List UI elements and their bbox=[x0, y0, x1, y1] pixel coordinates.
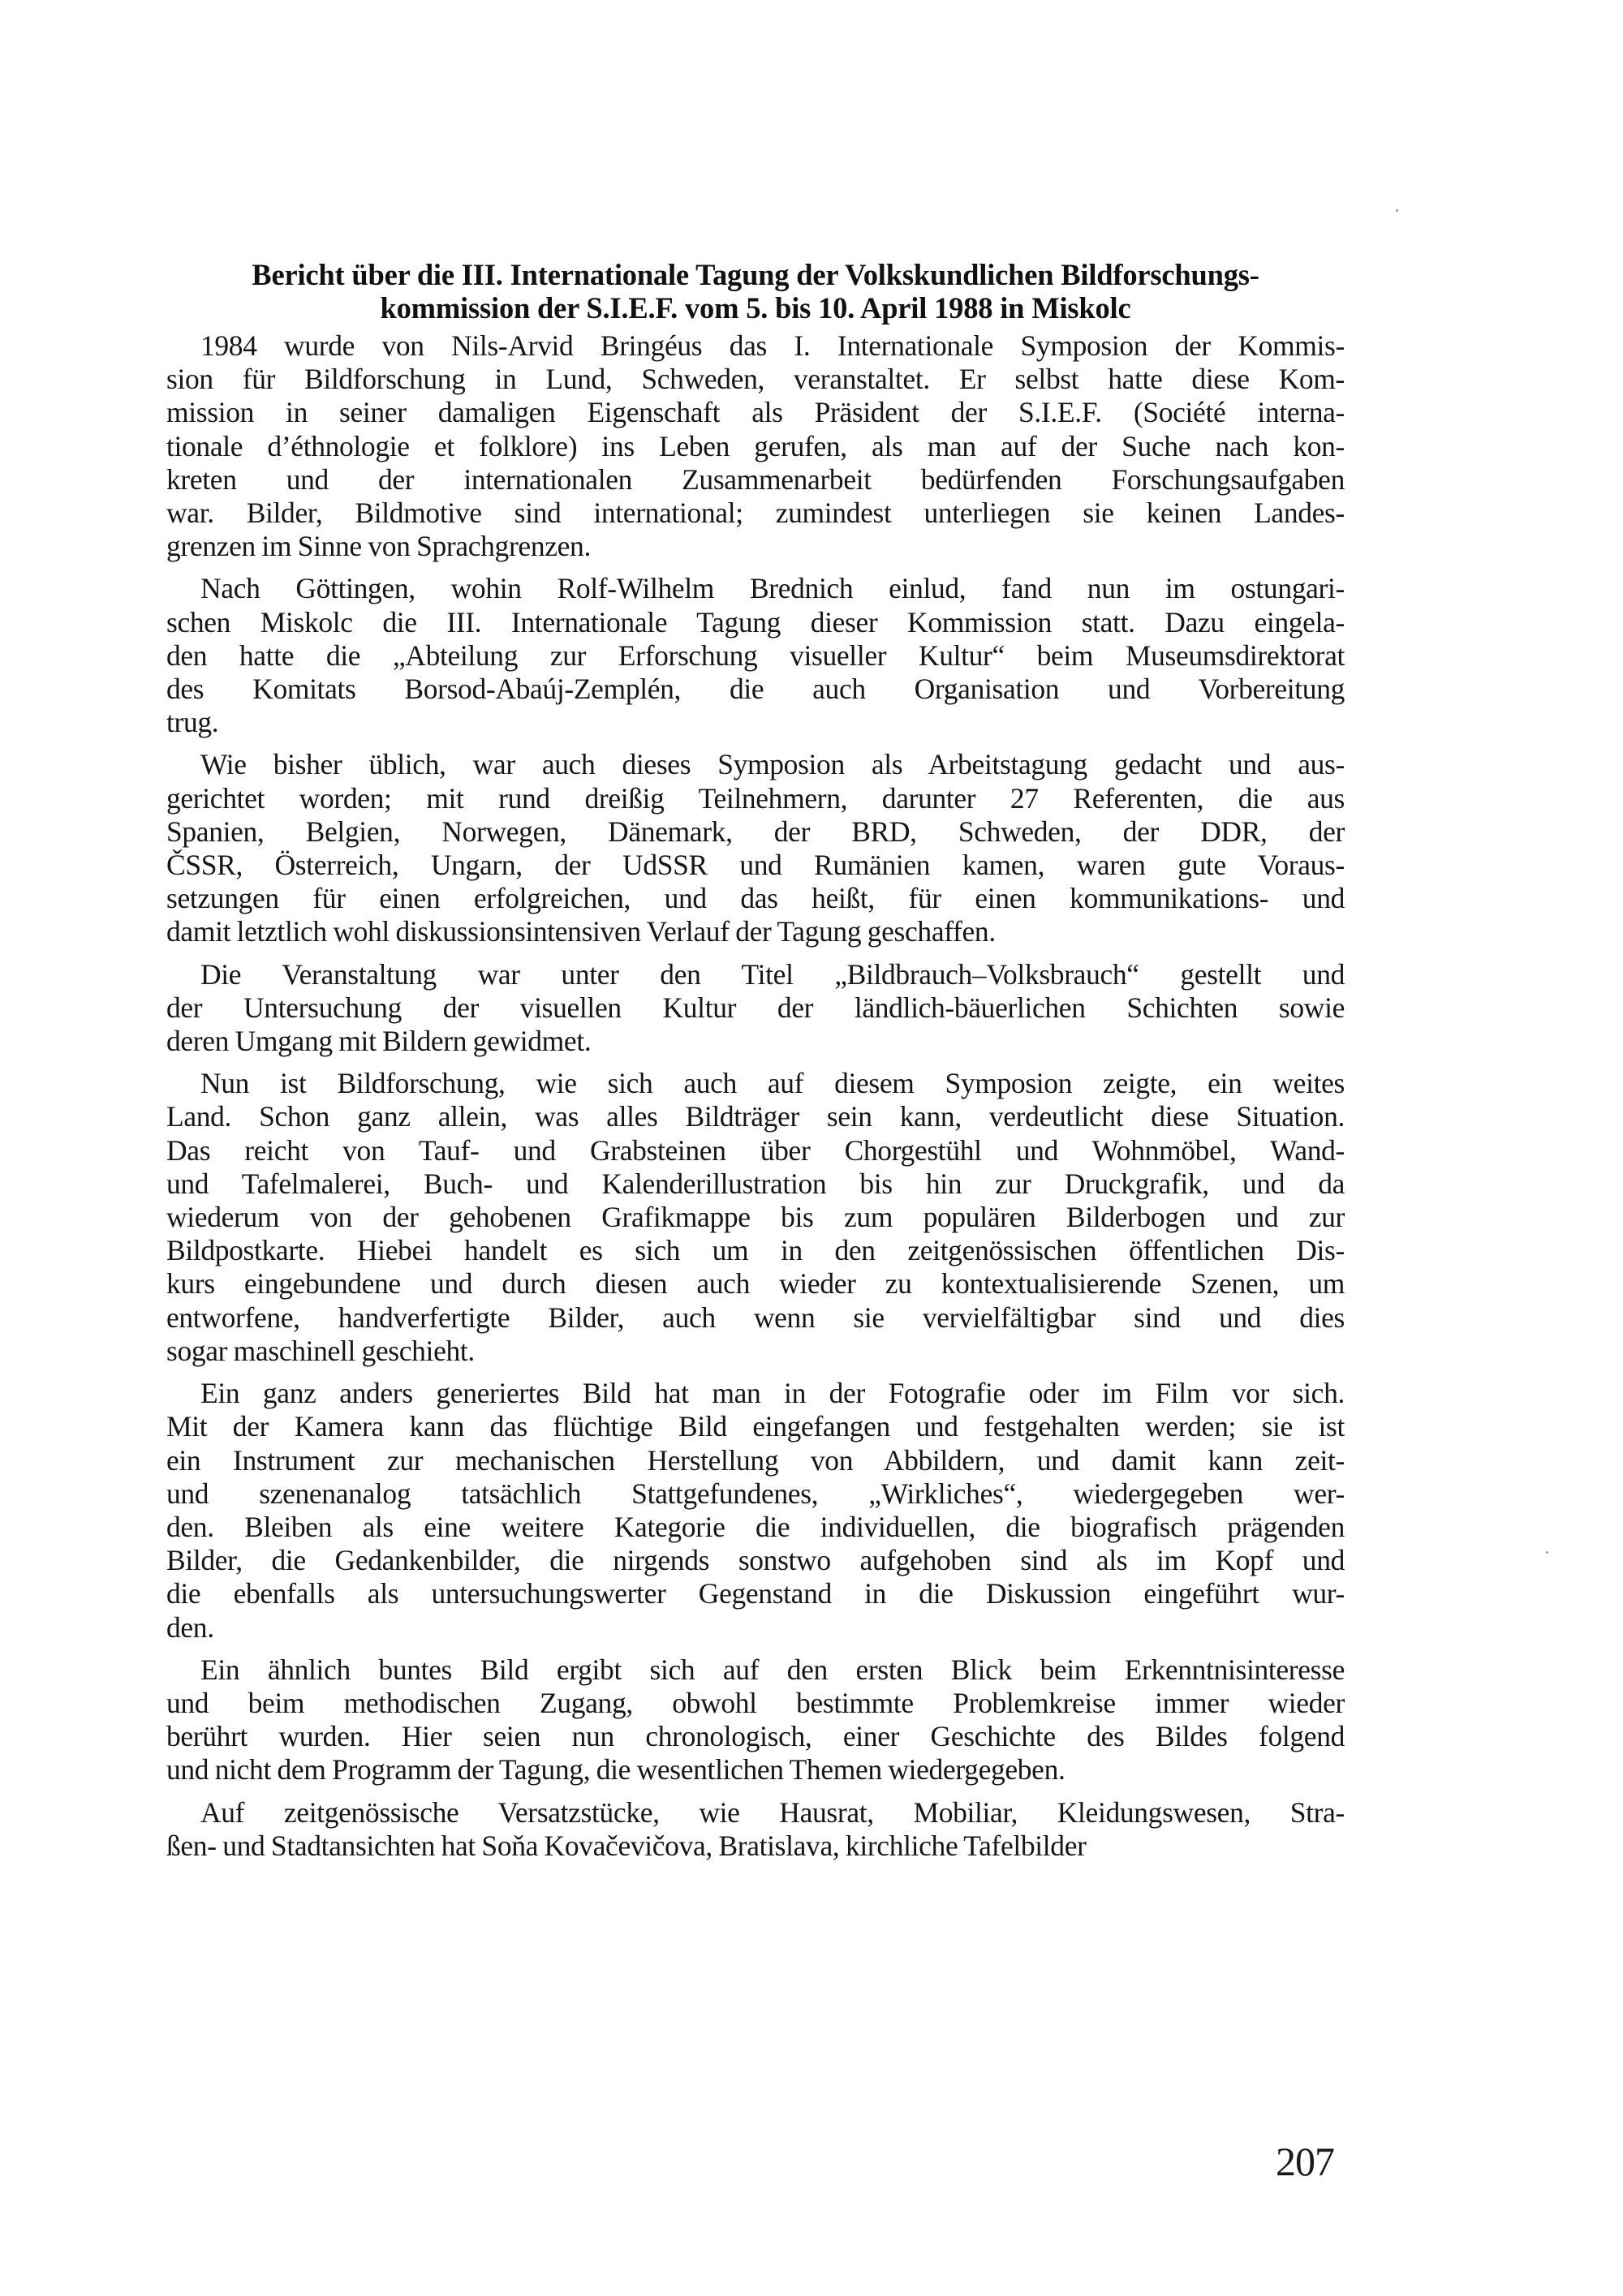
text-line: den. bbox=[166, 1610, 214, 1644]
article-title bbox=[166, 258, 1345, 325]
text-line: Wie bisher üblich, war auch dieses Symposion als Arbeitstagung gedacht und aus- bbox=[200, 748, 1345, 781]
text-line: schen Miskolc die III. Internationale Tagung dieser Kommission statt. Dazu eingela- bbox=[166, 605, 1345, 638]
text-line: und beim methodischen Zugang, obwohl bestimmte Problemkreise immer wieder bbox=[166, 1686, 1345, 1719]
text-line: war. Bilder, Bildmotive sind international; zumindest unterliegen sie keinen Landes- bbox=[166, 497, 1345, 530]
text-line: Spanien, Belgien, Norwegen, Dänemark, der BRD, Schweden, der DDR, der bbox=[166, 815, 1345, 848]
text-line: grenzen im Sinne von Sprachgrenzen. bbox=[166, 530, 591, 563]
text-line: setzungen für einen erfolgreichen, und das heißt, für einen kommunikations- und bbox=[166, 882, 1345, 915]
text-line: und nicht dem Programm der Tagung, die wesentlichen Themen wiedergegeben. bbox=[166, 1753, 1065, 1786]
text-line: Die Veranstaltung war unter den Titel „Bildbrauch–Volksbrauch“ gestellt und bbox=[200, 957, 1345, 991]
text-line: damit letztlich wohl diskussionsintensiven Verlauf der Tagung geschaffen. bbox=[166, 915, 996, 948]
text-line: Nach Göttingen, wohin Rolf-Wilhelm Brednich einlud, fand nun im ostungari- bbox=[200, 572, 1345, 605]
text-line: kurs eingebundene und durch diesen auch wieder zu kontextualisierende Szenen, um bbox=[166, 1267, 1345, 1301]
text-line: mission in seiner damaligen Eigenschaft als Präsident der S.I.E.F. (Société interna- bbox=[166, 396, 1345, 429]
text-line: Bildpostkarte. Hiebei handelt es sich um in den zeitgenössischen öffentlichen Dis- bbox=[166, 1234, 1345, 1267]
text-line: Land. Schon ganz allein, was alles Bildträger sein kann, verdeutlicht diese Situation. bbox=[166, 1100, 1345, 1133]
text-line: und szenenanalog tatsächlich Stattgefundenes, „Wirkliches“, wiedergegeben wer- bbox=[166, 1477, 1345, 1510]
text-line: Das reicht von Tauf- und Grabsteinen über Chorgestühl und Wohnmöbel, Wand- bbox=[166, 1133, 1345, 1167]
text-line: den hatte die „Abteilung zur Erforschung visueller Kultur“ beim Museumsdirektorat bbox=[166, 638, 1345, 672]
text-line: Mit der Kamera kann das flüchtige Bild eingefangen und festgehalten werden; sie ist bbox=[166, 1410, 1345, 1443]
text-line: entworfene, handverfertigte Bilder, auch wenn sie vervielfältigbar sind und dies bbox=[166, 1301, 1345, 1334]
text-line: der Untersuchung der visuellen Kultur der ländlich-bäuerlichen Schichten sowie bbox=[166, 991, 1345, 1024]
article-body bbox=[166, 329, 1345, 1863]
text-line: den. Bleiben als eine weitere Kategorie die individuellen, die biografisch prägenden bbox=[166, 1510, 1345, 1543]
scan-speck bbox=[1396, 209, 1398, 212]
paragraph bbox=[166, 329, 1345, 563]
text-line: tionale d’éthnologie et folklore) ins Leben gerufen, als man auf der Suche nach kon- bbox=[166, 429, 1345, 462]
document-page bbox=[166, 258, 1345, 1872]
paragraph bbox=[166, 748, 1345, 948]
paragraph bbox=[166, 1377, 1345, 1645]
text-line: gerichtet worden; mit rund dreißig Teilnehmern, darunter 27 Referenten, die aus bbox=[166, 781, 1345, 815]
paragraph bbox=[166, 572, 1345, 739]
text-line: Nun ist Bildforschung, wie sich auch auf diesem Symposion zeigte, ein weites bbox=[200, 1067, 1345, 1100]
paragraph bbox=[166, 1653, 1345, 1787]
text-line: Bilder, die Gedankenbilder, die nirgends sonstwo aufgehoben sind als im Kopf und bbox=[166, 1544, 1345, 1577]
title-line: Bericht über die III. Internationale Tagung der Volkskundlichen Bildforschungs- bbox=[252, 258, 1259, 291]
paragraph bbox=[166, 1067, 1345, 1368]
text-line: und Tafelmalerei, Buch- und Kalenderillustration bis hin zur Druckgrafik, und da bbox=[166, 1167, 1345, 1200]
paragraph bbox=[166, 958, 1345, 1059]
text-line: des Komitats Borsod-Abaúj-Zemplén, die auch Organisation und Vorbereitung bbox=[166, 673, 1345, 706]
text-line: kreten und der internationalen Zusammenarbeit bedürfenden Forschungsaufgaben bbox=[166, 462, 1345, 496]
page-number: 207 bbox=[1276, 2139, 1334, 2184]
text-line: Ein ganz anders generiertes Bild hat man in der Fotografie oder im Film vor sich. bbox=[200, 1377, 1345, 1410]
text-line: sogar maschinell geschieht. bbox=[166, 1334, 475, 1367]
text-line: 1984 wurde von Nils-Arvid Bringéus das I. Internationale Symposion der Kommis- bbox=[200, 329, 1345, 362]
text-line: Auf zeitgenössische Versatzstücke, wie Hausrat, Mobiliar, Kleidungswesen, Stra- bbox=[200, 1795, 1345, 1829]
text-line: berührt wurden. Hier seien nun chronologisch, einer Geschichte des Bildes folgend bbox=[166, 1720, 1345, 1753]
paragraph bbox=[166, 1796, 1345, 1863]
text-line: ČSSR, Österreich, Ungarn, der UdSSR und Rumänien kamen, waren gute Voraus- bbox=[166, 849, 1345, 882]
text-line: die ebenfalls als untersuchungswerter Gegenstand in die Diskussion eingeführt wur- bbox=[166, 1577, 1345, 1610]
text-line: sion für Bildforschung in Lund, Schweden, veranstaltet. Er selbst hatte diese Kom- bbox=[166, 363, 1345, 396]
scan-speck bbox=[1546, 1551, 1548, 1554]
text-line: ßen- und Stadtansichten hat Soňa Kovačevičova, Bratislava, kirchliche Tafelbilder bbox=[166, 1829, 1087, 1862]
text-line: ein Instrument zur mechanischen Herstellung von Abbildern, und damit kann zeit- bbox=[166, 1443, 1345, 1477]
text-line: wiederum von der gehobenen Grafikmappe bis zum populären Bilderbogen und zur bbox=[166, 1201, 1345, 1234]
text-line: trug. bbox=[166, 706, 219, 739]
title-line: kommission der S.I.E.F. vom 5. bis 10. April 1988 in Miskolc bbox=[380, 291, 1131, 325]
text-line: Ein ähnlich buntes Bild ergibt sich auf den ersten Blick beim Erkenntnisinteresse bbox=[200, 1653, 1345, 1686]
text-line: deren Umgang mit Bildern gewidmet. bbox=[166, 1025, 592, 1058]
